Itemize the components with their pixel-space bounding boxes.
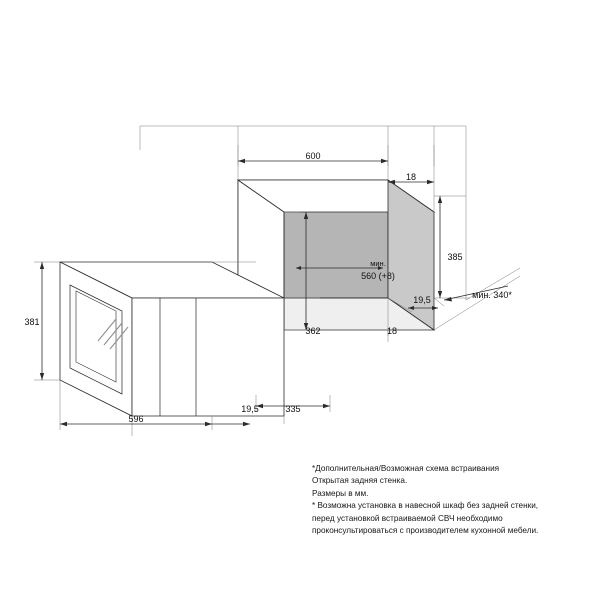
dim-min-label: мин.	[370, 259, 386, 268]
appliance-right-face	[132, 298, 284, 416]
dim-cabinet-depth: 385	[447, 252, 463, 262]
dim-side-thickness: 18	[405, 172, 417, 182]
notes-block	[312, 463, 592, 537]
dim-bottom-thickness: 18	[386, 326, 398, 336]
dim-min-shelf: мин. 340*	[472, 290, 512, 300]
note-line-3: Размеры в мм.	[312, 488, 369, 498]
dim-offset-right: 19,5	[413, 295, 431, 305]
dim-appliance-offset: 19,5	[241, 404, 259, 414]
note-line-2: Открытая задняя стенка.	[312, 476, 408, 486]
note-line-1: *Дополнительная/Возможная схема встраивания	[312, 464, 500, 473]
dim-cabinet-width: 600	[305, 151, 321, 161]
dim-appliance-height: 381	[24, 317, 40, 327]
dim-inner-height: 362	[305, 326, 321, 336]
note-line-5: перед установкой встраиваемой СВЧ необходимо	[312, 513, 503, 523]
note-line-4: * Возможна установка в навесной шкаф без задней стенки,	[312, 501, 539, 511]
dim-appliance-depth: 335	[285, 404, 301, 414]
dim-appliance-width: 596	[128, 414, 144, 424]
dim-min-depth: 560 (+8)	[361, 271, 395, 281]
note-line-6: проконсультироваться с производителем кухонной мебели.	[312, 526, 539, 536]
